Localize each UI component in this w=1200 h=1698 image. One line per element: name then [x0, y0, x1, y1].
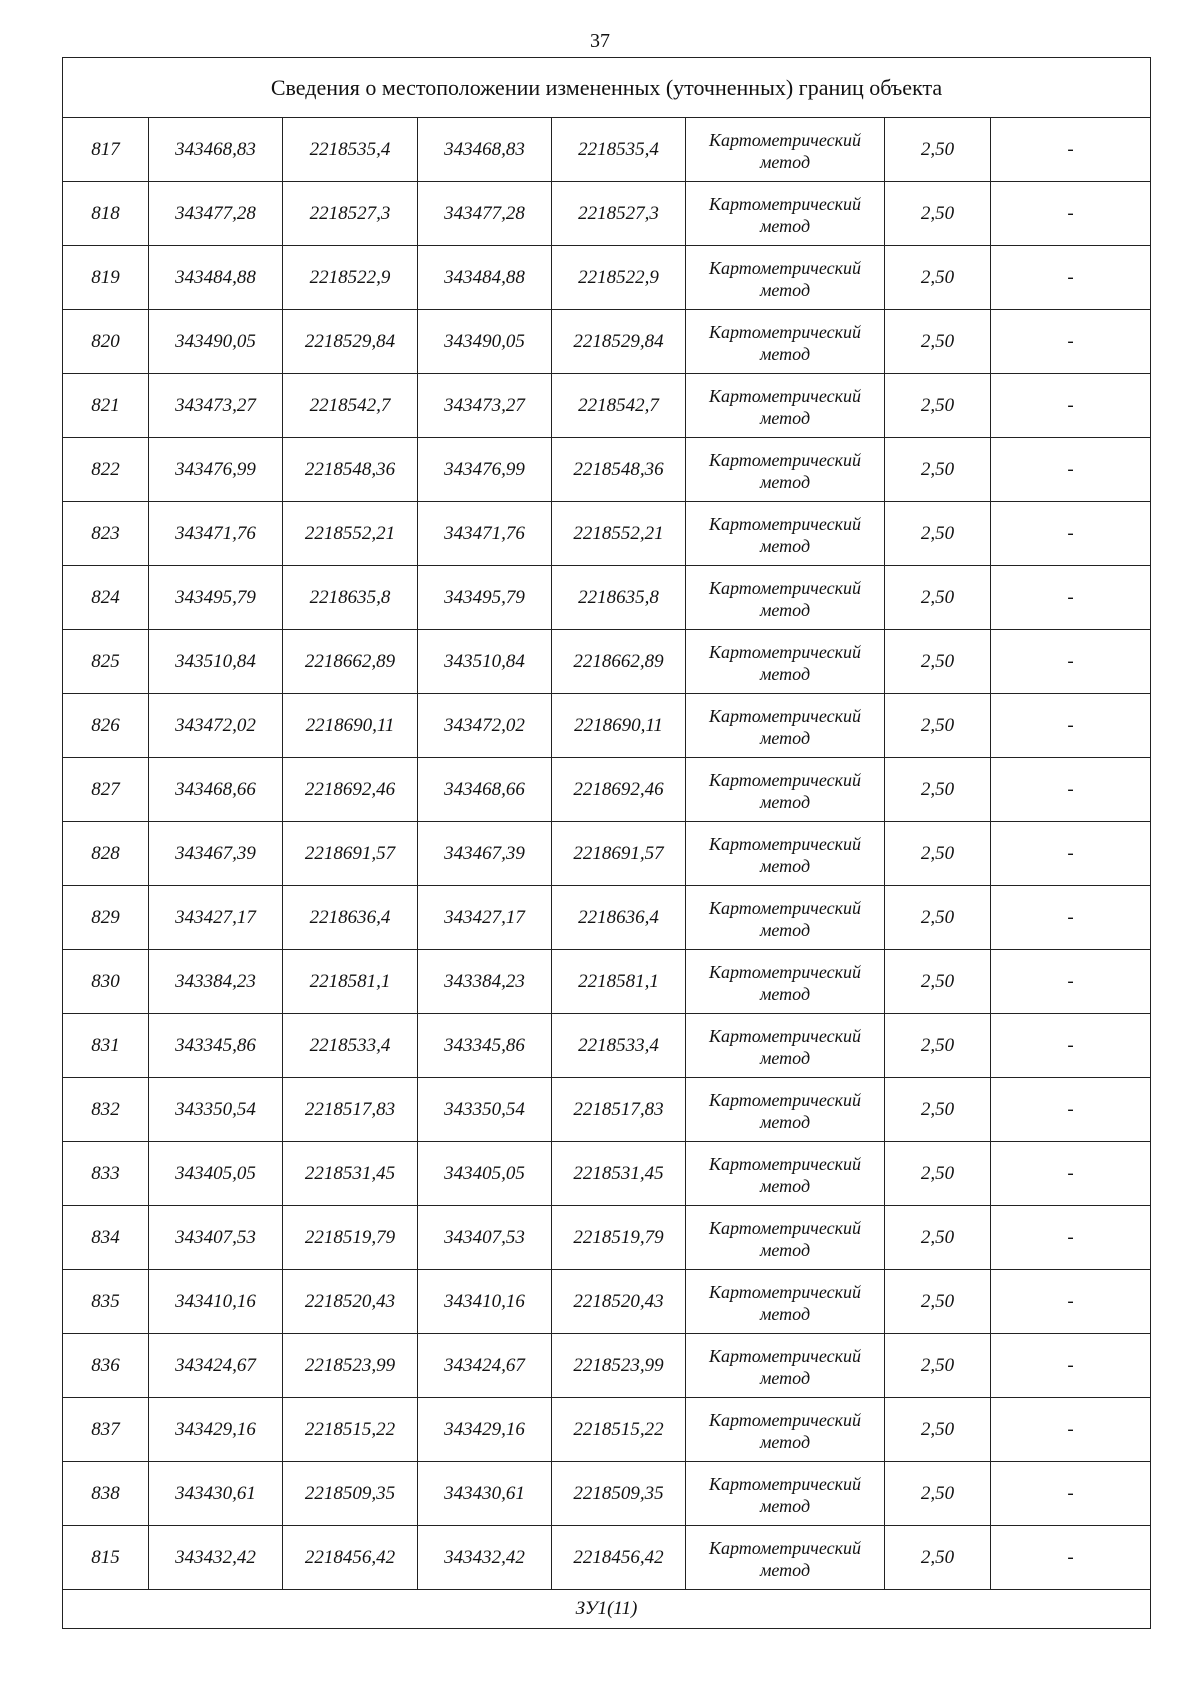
method-line-1: Картометрический [708, 321, 861, 342]
parcel-label: ЗУ1(11) [63, 1590, 1151, 1629]
method-line-2: метод [759, 1559, 811, 1580]
new-y-coordinate-cell: 2218515,22 [552, 1398, 686, 1462]
table-row [63, 1398, 1151, 1462]
point-number-cell: 828 [63, 822, 149, 886]
method-cell [686, 310, 885, 374]
new-x-coordinate-cell: 343468,83 [418, 118, 552, 182]
x-coordinate-cell: 343472,02 [149, 694, 283, 758]
description-cell: - [991, 1078, 1151, 1142]
table-row [63, 1014, 1151, 1078]
new-y-coordinate-cell: 2218581,1 [552, 950, 686, 1014]
new-y-coordinate-cell: 2218509,35 [552, 1462, 686, 1526]
point-number-cell: 833 [63, 1142, 149, 1206]
accuracy-cell: 2,50 [885, 1142, 991, 1206]
method-line-1: Картометрический [708, 1281, 861, 1302]
point-number-cell: 835 [63, 1270, 149, 1334]
new-y-coordinate-cell: 2218662,89 [552, 630, 686, 694]
point-number-cell: 815 [63, 1526, 149, 1590]
description-cell: - [991, 502, 1151, 566]
y-coordinate-cell: 2218520,43 [283, 1270, 418, 1334]
accuracy-cell: 2,50 [885, 950, 991, 1014]
accuracy-cell: 2,50 [885, 1398, 991, 1462]
description-cell: - [991, 758, 1151, 822]
accuracy-cell: 2,50 [885, 694, 991, 758]
table-row [63, 566, 1151, 630]
method-line-1: Картометрический [708, 1409, 861, 1430]
y-coordinate-cell: 2218635,8 [283, 566, 418, 630]
table-row [63, 758, 1151, 822]
new-x-coordinate-cell: 343468,66 [418, 758, 552, 822]
accuracy-cell: 2,50 [885, 246, 991, 310]
y-coordinate-cell: 2218523,99 [283, 1334, 418, 1398]
y-coordinate-cell: 2218533,4 [283, 1014, 418, 1078]
description-cell: - [991, 438, 1151, 502]
method-line-1: Картометрический [708, 1345, 861, 1366]
description-cell: - [991, 630, 1151, 694]
point-number-cell: 837 [63, 1398, 149, 1462]
table-row [63, 1078, 1151, 1142]
point-number-cell: 829 [63, 886, 149, 950]
point-number-cell: 836 [63, 1334, 149, 1398]
new-y-coordinate-cell: 2218531,45 [552, 1142, 686, 1206]
new-x-coordinate-cell: 343432,42 [418, 1526, 552, 1590]
y-coordinate-cell: 2218515,22 [283, 1398, 418, 1462]
table-row [63, 1334, 1151, 1398]
new-x-coordinate-cell: 343510,84 [418, 630, 552, 694]
description-cell: - [991, 1014, 1151, 1078]
description-cell: - [991, 566, 1151, 630]
new-y-coordinate-cell: 2218691,57 [552, 822, 686, 886]
method-line-1: Картометрический [708, 449, 861, 470]
accuracy-cell: 2,50 [885, 886, 991, 950]
accuracy-cell: 2,50 [885, 630, 991, 694]
table-title: Сведения о местоположении измененных (уточненных) границ объекта [63, 58, 1151, 118]
method-line-1: Картометрический [708, 257, 861, 278]
x-coordinate-cell: 343477,28 [149, 182, 283, 246]
description-cell: - [991, 374, 1151, 438]
x-coordinate-cell: 343405,05 [149, 1142, 283, 1206]
y-coordinate-cell: 2218690,11 [283, 694, 418, 758]
new-x-coordinate-cell: 343472,02 [418, 694, 552, 758]
y-coordinate-cell: 2218581,1 [283, 950, 418, 1014]
boundary-coordinates-table [62, 57, 1151, 1629]
accuracy-cell: 2,50 [885, 1334, 991, 1398]
method-line-1: Картометрический [708, 1025, 861, 1046]
new-x-coordinate-cell: 343473,27 [418, 374, 552, 438]
accuracy-cell: 2,50 [885, 374, 991, 438]
point-number-cell: 826 [63, 694, 149, 758]
new-x-coordinate-cell: 343429,16 [418, 1398, 552, 1462]
new-x-coordinate-cell: 343410,16 [418, 1270, 552, 1334]
method-cell [686, 246, 885, 310]
accuracy-cell: 2,50 [885, 502, 991, 566]
new-x-coordinate-cell: 343350,54 [418, 1078, 552, 1142]
method-cell [686, 1462, 885, 1526]
method-line-1: Картометрический [708, 1537, 861, 1558]
table-row [63, 246, 1151, 310]
method-line-2: метод [759, 663, 811, 684]
table-row [63, 1206, 1151, 1270]
method-line-1: Картометрический [708, 1217, 861, 1238]
accuracy-cell: 2,50 [885, 1206, 991, 1270]
method-line-1: Картометрический [708, 577, 861, 598]
accuracy-cell: 2,50 [885, 1270, 991, 1334]
table-body [63, 58, 1151, 1629]
x-coordinate-cell: 343384,23 [149, 950, 283, 1014]
method-cell [686, 694, 885, 758]
method-cell [686, 118, 885, 182]
method-cell [686, 566, 885, 630]
y-coordinate-cell: 2218692,46 [283, 758, 418, 822]
table-row [63, 630, 1151, 694]
x-coordinate-cell: 343467,39 [149, 822, 283, 886]
method-cell [686, 1014, 885, 1078]
x-coordinate-cell: 343490,05 [149, 310, 283, 374]
method-line-2: метод [759, 1495, 811, 1516]
table-row [63, 694, 1151, 758]
point-number-cell: 830 [63, 950, 149, 1014]
accuracy-cell: 2,50 [885, 1526, 991, 1590]
method-line-1: Картометрический [708, 833, 861, 854]
method-line-1: Картометрический [708, 1089, 861, 1110]
new-x-coordinate-cell: 343430,61 [418, 1462, 552, 1526]
description-cell: - [991, 1270, 1151, 1334]
table-row [63, 310, 1151, 374]
x-coordinate-cell: 343495,79 [149, 566, 283, 630]
y-coordinate-cell: 2218529,84 [283, 310, 418, 374]
y-coordinate-cell: 2218691,57 [283, 822, 418, 886]
method-line-2: метод [759, 919, 811, 940]
y-coordinate-cell: 2218531,45 [283, 1142, 418, 1206]
new-x-coordinate-cell: 343471,76 [418, 502, 552, 566]
new-x-coordinate-cell: 343407,53 [418, 1206, 552, 1270]
y-coordinate-cell: 2218636,4 [283, 886, 418, 950]
y-coordinate-cell: 2218662,89 [283, 630, 418, 694]
new-y-coordinate-cell: 2218517,83 [552, 1078, 686, 1142]
point-number-cell: 834 [63, 1206, 149, 1270]
x-coordinate-cell: 343350,54 [149, 1078, 283, 1142]
method-cell [686, 630, 885, 694]
method-line-1: Картометрический [708, 385, 861, 406]
accuracy-cell: 2,50 [885, 1462, 991, 1526]
accuracy-cell: 2,50 [885, 822, 991, 886]
method-cell [686, 886, 885, 950]
description-cell: - [991, 246, 1151, 310]
point-number-cell: 823 [63, 502, 149, 566]
table-row [63, 182, 1151, 246]
new-x-coordinate-cell: 343345,86 [418, 1014, 552, 1078]
table-row [63, 822, 1151, 886]
x-coordinate-cell: 343430,61 [149, 1462, 283, 1526]
y-coordinate-cell: 2218535,4 [283, 118, 418, 182]
description-cell: - [991, 182, 1151, 246]
new-y-coordinate-cell: 2218552,21 [552, 502, 686, 566]
x-coordinate-cell: 343410,16 [149, 1270, 283, 1334]
method-line-1: Картометрический [708, 513, 861, 534]
y-coordinate-cell: 2218542,7 [283, 374, 418, 438]
new-y-coordinate-cell: 2218548,36 [552, 438, 686, 502]
description-cell: - [991, 1206, 1151, 1270]
description-cell: - [991, 1398, 1151, 1462]
accuracy-cell: 2,50 [885, 438, 991, 502]
new-y-coordinate-cell: 2218690,11 [552, 694, 686, 758]
y-coordinate-cell: 2218517,83 [283, 1078, 418, 1142]
description-cell: - [991, 1334, 1151, 1398]
x-coordinate-cell: 343484,88 [149, 246, 283, 310]
method-cell [686, 1078, 885, 1142]
x-coordinate-cell: 343427,17 [149, 886, 283, 950]
method-line-2: метод [759, 599, 811, 620]
description-cell: - [991, 694, 1151, 758]
y-coordinate-cell: 2218548,36 [283, 438, 418, 502]
description-cell: - [991, 1462, 1151, 1526]
method-cell [686, 438, 885, 502]
new-y-coordinate-cell: 2218523,99 [552, 1334, 686, 1398]
method-line-1: Картометрический [708, 641, 861, 662]
method-line-2: метод [759, 1367, 811, 1388]
new-y-coordinate-cell: 2218520,43 [552, 1270, 686, 1334]
method-line-2: метод [759, 1047, 811, 1068]
description-cell: - [991, 310, 1151, 374]
method-cell [686, 1334, 885, 1398]
point-number-cell: 838 [63, 1462, 149, 1526]
description-cell: - [991, 886, 1151, 950]
table-row [63, 1270, 1151, 1334]
x-coordinate-cell: 343476,99 [149, 438, 283, 502]
x-coordinate-cell: 343468,83 [149, 118, 283, 182]
x-coordinate-cell: 343432,42 [149, 1526, 283, 1590]
x-coordinate-cell: 343429,16 [149, 1398, 283, 1462]
method-line-1: Картометрический [708, 769, 861, 790]
table-row [63, 374, 1151, 438]
table-row [63, 886, 1151, 950]
new-y-coordinate-cell: 2218636,4 [552, 886, 686, 950]
accuracy-cell: 2,50 [885, 310, 991, 374]
point-number-cell: 832 [63, 1078, 149, 1142]
new-y-coordinate-cell: 2218635,8 [552, 566, 686, 630]
point-number-cell: 820 [63, 310, 149, 374]
method-line-2: метод [759, 727, 811, 748]
new-y-coordinate-cell: 2218692,46 [552, 758, 686, 822]
method-cell [686, 758, 885, 822]
method-line-2: метод [759, 279, 811, 300]
method-line-1: Картометрический [708, 705, 861, 726]
method-line-1: Картометрический [708, 1473, 861, 1494]
method-line-2: метод [759, 983, 811, 1004]
method-line-1: Картометрический [708, 193, 861, 214]
accuracy-cell: 2,50 [885, 1078, 991, 1142]
new-x-coordinate-cell: 343476,99 [418, 438, 552, 502]
accuracy-cell: 2,50 [885, 1014, 991, 1078]
new-y-coordinate-cell: 2218542,7 [552, 374, 686, 438]
accuracy-cell: 2,50 [885, 182, 991, 246]
method-cell [686, 1526, 885, 1590]
new-y-coordinate-cell: 2218456,42 [552, 1526, 686, 1590]
point-number-cell: 827 [63, 758, 149, 822]
method-line-2: метод [759, 1303, 811, 1324]
point-number-cell: 817 [63, 118, 149, 182]
method-cell [686, 1206, 885, 1270]
table-row [63, 1142, 1151, 1206]
x-coordinate-cell: 343407,53 [149, 1206, 283, 1270]
table-row [63, 502, 1151, 566]
x-coordinate-cell: 343468,66 [149, 758, 283, 822]
new-x-coordinate-cell: 343484,88 [418, 246, 552, 310]
method-line-2: метод [759, 215, 811, 236]
new-y-coordinate-cell: 2218522,9 [552, 246, 686, 310]
new-y-coordinate-cell: 2218527,3 [552, 182, 686, 246]
method-line-2: метод [759, 151, 811, 172]
point-number-cell: 822 [63, 438, 149, 502]
method-line-2: метод [759, 1111, 811, 1132]
method-line-1: Картометрический [708, 961, 861, 982]
method-line-2: метод [759, 1239, 811, 1260]
point-number-cell: 825 [63, 630, 149, 694]
method-line-2: метод [759, 343, 811, 364]
method-cell [686, 822, 885, 886]
point-number-cell: 821 [63, 374, 149, 438]
page-number: 37 [590, 30, 610, 52]
table-row [63, 1462, 1151, 1526]
x-coordinate-cell: 343345,86 [149, 1014, 283, 1078]
table-row [63, 118, 1151, 182]
description-cell: - [991, 1526, 1151, 1590]
method-line-1: Картометрический [708, 897, 861, 918]
y-coordinate-cell: 2218552,21 [283, 502, 418, 566]
y-coordinate-cell: 2218509,35 [283, 1462, 418, 1526]
method-cell [686, 950, 885, 1014]
point-number-cell: 831 [63, 1014, 149, 1078]
table-footer-row [63, 1590, 1151, 1629]
method-line-2: метод [759, 855, 811, 876]
point-number-cell: 819 [63, 246, 149, 310]
new-x-coordinate-cell: 343477,28 [418, 182, 552, 246]
y-coordinate-cell: 2218456,42 [283, 1526, 418, 1590]
x-coordinate-cell: 343473,27 [149, 374, 283, 438]
y-coordinate-cell: 2218519,79 [283, 1206, 418, 1270]
new-x-coordinate-cell: 343490,05 [418, 310, 552, 374]
description-cell: - [991, 822, 1151, 886]
x-coordinate-cell: 343471,76 [149, 502, 283, 566]
new-x-coordinate-cell: 343384,23 [418, 950, 552, 1014]
table-row [63, 1526, 1151, 1590]
new-y-coordinate-cell: 2218529,84 [552, 310, 686, 374]
accuracy-cell: 2,50 [885, 566, 991, 630]
method-cell [686, 1270, 885, 1334]
method-line-2: метод [759, 407, 811, 428]
point-number-cell: 824 [63, 566, 149, 630]
new-y-coordinate-cell: 2218535,4 [552, 118, 686, 182]
new-y-coordinate-cell: 2218533,4 [552, 1014, 686, 1078]
table-row [63, 950, 1151, 1014]
accuracy-cell: 2,50 [885, 118, 991, 182]
method-line-1: Картометрический [708, 1153, 861, 1174]
table-title-row [63, 58, 1151, 118]
method-line-2: метод [759, 1175, 811, 1196]
table-row [63, 438, 1151, 502]
new-x-coordinate-cell: 343424,67 [418, 1334, 552, 1398]
method-cell [686, 1142, 885, 1206]
y-coordinate-cell: 2218522,9 [283, 246, 418, 310]
method-cell [686, 1398, 885, 1462]
accuracy-cell: 2,50 [885, 758, 991, 822]
description-cell: - [991, 950, 1151, 1014]
x-coordinate-cell: 343424,67 [149, 1334, 283, 1398]
method-cell [686, 502, 885, 566]
new-x-coordinate-cell: 343495,79 [418, 566, 552, 630]
point-number-cell: 818 [63, 182, 149, 246]
x-coordinate-cell: 343510,84 [149, 630, 283, 694]
description-cell: - [991, 118, 1151, 182]
description-cell: - [991, 1142, 1151, 1206]
new-x-coordinate-cell: 343405,05 [418, 1142, 552, 1206]
new-y-coordinate-cell: 2218519,79 [552, 1206, 686, 1270]
y-coordinate-cell: 2218527,3 [283, 182, 418, 246]
method-line-1: Картометрический [708, 129, 861, 150]
method-line-2: метод [759, 791, 811, 812]
method-cell [686, 374, 885, 438]
new-x-coordinate-cell: 343427,17 [418, 886, 552, 950]
new-x-coordinate-cell: 343467,39 [418, 822, 552, 886]
method-cell [686, 182, 885, 246]
method-line-2: метод [759, 1431, 811, 1452]
method-line-2: метод [759, 471, 811, 492]
method-line-2: метод [759, 535, 811, 556]
